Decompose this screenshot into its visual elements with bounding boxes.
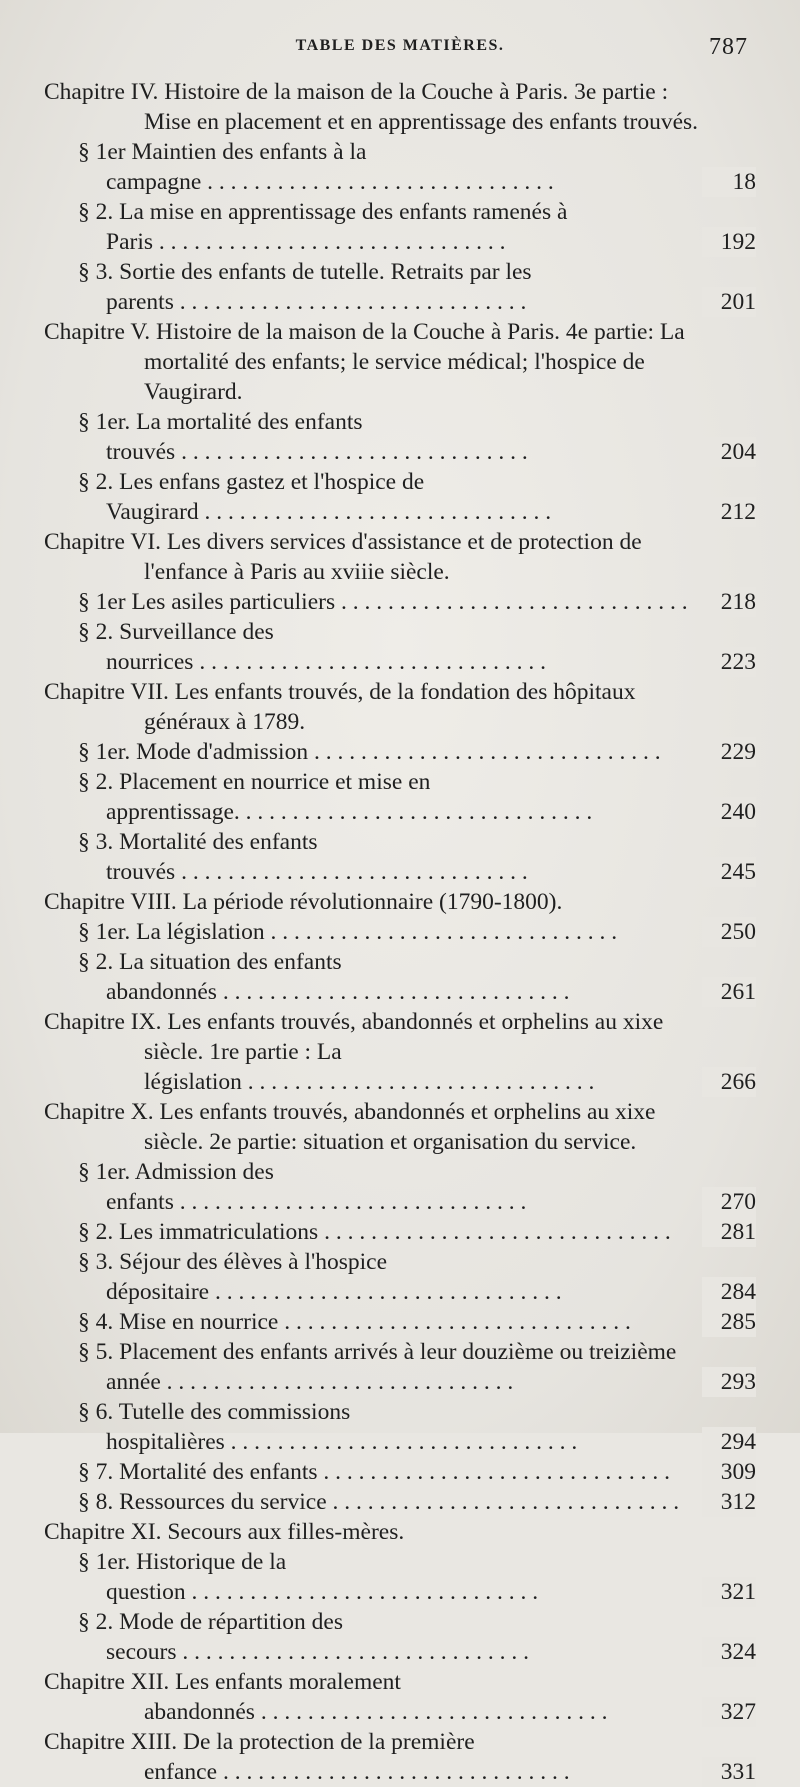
- toc-entry-title: Chapitre XI. Secours aux filles-mères.: [44, 1519, 405, 1545]
- toc-entry-title: § 1er. La mortalité des enfants trouvés . . .: [78, 409, 528, 465]
- toc-chapter-entry: [44, 887, 756, 917]
- toc-section-entry: [44, 257, 756, 317]
- toc-entry-title: § 2. Les enfans gastez et l'hospice de Vaugirard . . .: [78, 469, 551, 525]
- toc-section-entry: [44, 767, 756, 827]
- toc-entry-title: Chapitre X. Les enfants trouvés, abandonnés et orphelins au xixe siècle. 2e partie: situation et organisation du service.: [44, 1099, 656, 1155]
- toc-page-number: 240: [720, 799, 756, 825]
- running-header-title: TABLE DES MATIÈRES.: [295, 37, 505, 54]
- toc-page-number: 18: [732, 169, 756, 195]
- toc-entry-title: § 1er. La législation . . .: [78, 919, 617, 945]
- toc-entry-title: Chapitre IX. Les enfants trouvés, abandonnés et orphelins au xixe siècle. 1re partie : La législation . . .: [44, 1009, 663, 1095]
- toc-page-number: 218: [720, 589, 756, 615]
- toc-section-entry: [44, 587, 756, 617]
- toc-page-number: 250: [720, 919, 756, 945]
- toc-section-entry: [44, 1217, 756, 1247]
- toc-section-entry: [44, 1247, 756, 1307]
- toc-section-entry: [44, 1307, 756, 1337]
- page-number: 787: [709, 34, 748, 60]
- toc-section-entry: [44, 737, 756, 767]
- toc-section-entry: [44, 827, 756, 887]
- toc-entry-title: Chapitre V. Histoire de la maison de la Couche à Paris. 4e partie: La mortalité des enfants; le service médical; l'hospice de Vaugirard.: [44, 319, 685, 405]
- toc-section-entry: [44, 197, 756, 257]
- table-of-contents: [44, 77, 756, 1787]
- toc-page-number: 212: [720, 499, 756, 525]
- toc-entry-title: § 3. Séjour des élèves à l'hospice dépositaire . . .: [78, 1249, 562, 1305]
- toc-section-entry: [44, 1487, 756, 1517]
- toc-entry-title: § 3. Mortalité des enfants trouvés . . .: [78, 829, 528, 885]
- toc-page-number: 201: [720, 289, 756, 315]
- toc-entry-title: § 7. Mortalité des enfants . . .: [78, 1459, 670, 1485]
- toc-chapter-entry: [44, 1007, 756, 1097]
- toc-entry-title: § 2. Les immatriculations . . .: [78, 1219, 671, 1245]
- toc-page-number: 321: [720, 1579, 756, 1605]
- toc-page-number: 270: [720, 1189, 756, 1215]
- toc-section-entry: [44, 1547, 756, 1607]
- toc-section-entry: [44, 947, 756, 1007]
- toc-page-number: 223: [720, 649, 756, 675]
- toc-page-number: 285: [720, 1309, 756, 1335]
- toc-chapter-entry: [44, 1727, 756, 1787]
- toc-entry-title: § 5. Placement des enfants arrivés à leur douzième ou treizième année . . .: [78, 1339, 676, 1395]
- toc-section-entry: [44, 1607, 756, 1667]
- toc-entry-title: § 1er. Historique de la question . . .: [78, 1549, 538, 1605]
- toc-entry-title: § 2. La situation des enfants abandonnés . . .: [78, 949, 569, 1005]
- toc-page-number: 331: [720, 1759, 756, 1785]
- toc-entry-title: § 2. Mode de répartition des secours . . .: [78, 1609, 529, 1665]
- toc-section-entry: [44, 467, 756, 527]
- toc-page-number: 281: [720, 1219, 756, 1245]
- toc-section-entry: [44, 617, 756, 677]
- toc-section-entry: [44, 917, 756, 947]
- toc-page-number: 309: [720, 1459, 756, 1485]
- toc-entry-title: Chapitre XIII. De la protection de la première enfance . . .: [44, 1729, 570, 1785]
- toc-chapter-entry: [44, 1517, 756, 1547]
- toc-page-number: 261: [720, 979, 756, 1005]
- toc-page-number: 245: [720, 859, 756, 885]
- toc-entry-title: § 1er. Mode d'admission . . .: [78, 739, 661, 765]
- toc-chapter-entry: [44, 527, 756, 587]
- toc-page-number: 324: [720, 1639, 756, 1665]
- toc-page-number: 294: [720, 1429, 756, 1455]
- toc-page-number: 293: [720, 1369, 756, 1395]
- toc-entry-title: Chapitre IV. Histoire de la maison de la Couche à Paris. 3e partie : Mise en placement et en apprentissage des enfants trouvés.: [44, 79, 699, 135]
- toc-page-number: 312: [720, 1489, 756, 1515]
- toc-chapter-entry: [44, 317, 756, 407]
- toc-page-number: 229: [720, 739, 756, 765]
- toc-entry-title: § 6. Tutelle des commissions hospitalières . . .: [78, 1399, 577, 1455]
- toc-entry-title: § 3. Sortie des enfants de tutelle. Retraits par les parents . . .: [78, 259, 532, 315]
- toc-entry-title: § 8. Ressources du service . . .: [78, 1489, 679, 1515]
- toc-section-entry: [44, 1397, 756, 1457]
- toc-chapter-entry: [44, 1097, 756, 1157]
- toc-chapter-entry: [44, 1667, 756, 1727]
- toc-chapter-entry: [44, 77, 756, 137]
- toc-chapter-entry: [44, 677, 756, 737]
- toc-entry-title: § 1er. Admission des enfants . . .: [78, 1159, 526, 1215]
- toc-page-number: 204: [720, 439, 756, 465]
- toc-entry-title: § 1er Maintien des enfants à la campagne . . .: [78, 139, 554, 195]
- toc-entry-title: Chapitre XII. Les enfants moralement abandonnés . . .: [44, 1669, 607, 1725]
- toc-entry-title: Chapitre VII. Les enfants trouvés, de la fondation des hôpitaux généraux à 1789.: [44, 679, 636, 735]
- toc-entry-title: § 2. Surveillance des nourrices . . .: [78, 619, 546, 675]
- toc-entry-title: § 1er Les asiles particuliers . . .: [78, 589, 688, 615]
- toc-entry-title: § 4. Mise en nourrice . . .: [78, 1309, 631, 1335]
- toc-section-entry: [44, 1337, 756, 1397]
- toc-entry-title: Chapitre VIII. La période révolutionnaire (1790-1800).: [44, 889, 563, 915]
- toc-page-number: 192: [720, 229, 756, 255]
- toc-entry-title: § 2. La mise en apprentissage des enfants ramenés à Paris . . .: [78, 199, 567, 255]
- toc-page-number: 284: [720, 1279, 756, 1305]
- toc-entry-title: § 2. Placement en nourrice et mise en apprentissage. . . .: [78, 769, 592, 825]
- toc-section-entry: [44, 407, 756, 467]
- toc-entry-title: Chapitre VI. Les divers services d'assistance et de protection de l'enfance à Paris au xviiie siècle.: [44, 529, 642, 585]
- toc-section-entry: [44, 1457, 756, 1487]
- toc-page-number: 266: [720, 1069, 756, 1095]
- toc-section-entry: [44, 137, 756, 197]
- toc-page-number: 327: [720, 1699, 756, 1725]
- toc-section-entry: [44, 1157, 756, 1217]
